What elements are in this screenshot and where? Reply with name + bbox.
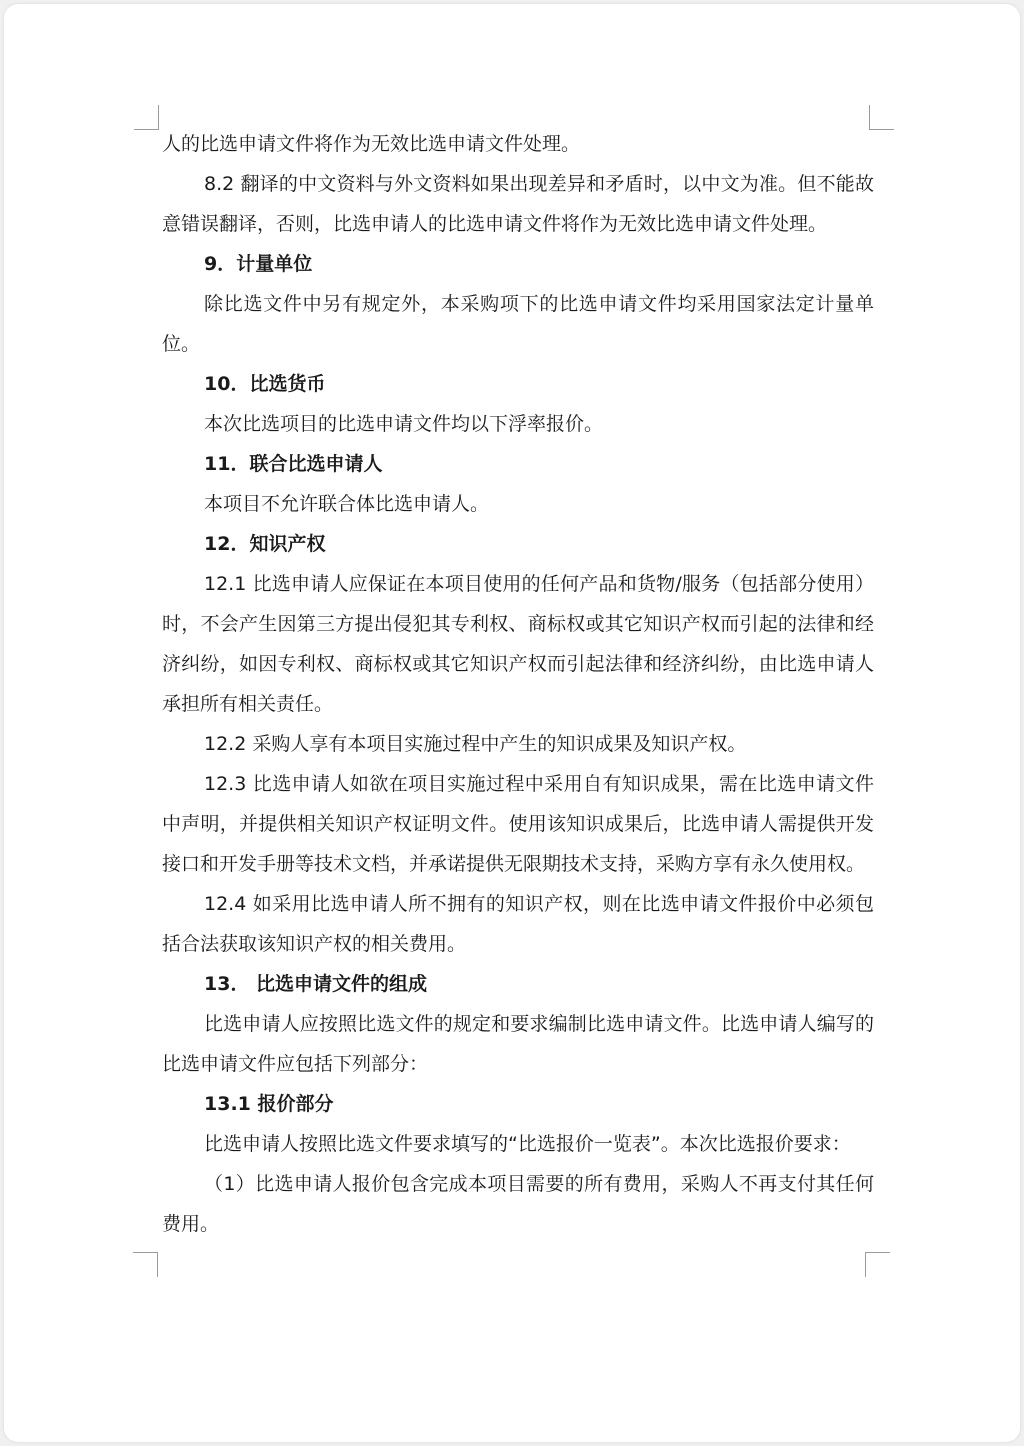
section-heading: 9．计量单位 xyxy=(204,253,313,275)
document-page xyxy=(4,4,1020,1442)
document-body xyxy=(162,124,874,1244)
paragraph: 12.3 比选申请人如欲在项目实施过程中采用自有知识成果，需在比选申请文件中声明，并提供相关知识产权证明文件。使用该知识成果后，比选申请人需提供开发接口和开发手册等技术文档，并承诺提供无限期技术支持，采购方享有永久使用权。 xyxy=(162,773,874,875)
section-heading: 11．联合比选申请人 xyxy=(204,453,383,475)
crop-mark-bottom-left xyxy=(133,1252,158,1277)
section-heading: 10．比选货币 xyxy=(204,373,326,395)
section-heading: 13.1 报价部分 xyxy=(204,1093,334,1115)
crop-mark-bottom-right xyxy=(865,1252,890,1277)
paragraph: 除比选文件中另有规定外，本采购项下的比选申请文件均采用国家法定计量单位。 xyxy=(162,293,874,355)
paragraph: （1）比选申请人报价包含完成本项目需要的所有费用，采购人不再支付其任何费用。 xyxy=(162,1173,874,1235)
section-heading: 12．知识产权 xyxy=(204,533,326,555)
paragraph: 比选申请人按照比选文件要求填写的“比选报价一览表”。本次比选报价要求： xyxy=(204,1133,851,1155)
paragraph: 人的比选申请文件将作为无效比选申请文件处理。 xyxy=(162,133,581,155)
paragraph: 12.4 如采用比选申请人所不拥有的知识产权，则在比选申请文件报价中必须包括合法获取该知识产权的相关费用。 xyxy=(162,893,874,955)
paragraph: 比选申请人应按照比选文件的规定和要求编制比选申请文件。比选申请人编写的比选申请文件应包括下列部分： xyxy=(162,1013,874,1075)
paragraph: 12.2 采购人享有本项目实施过程中产生的知识成果及知识产权。 xyxy=(204,733,747,755)
paragraph: 12.1 比选申请人应保证在本项目使用的任何产品和货物/服务（包括部分使用）时，不会产生因第三方提出侵犯其专利权、商标权或其它知识产权而引起的法律和经济纠纷，如因专利权、商标权或其它知识产权而引起法律和经济纠纷，由比选申请人承担所有相关责任。 xyxy=(162,573,874,715)
paragraph: 8.2 翻译的中文资料与外文资料如果出现差异和矛盾时，以中文为准。但不能故意错误翻译，否则，比选申请人的比选申请文件将作为无效比选申请文件处理。 xyxy=(162,173,874,235)
paragraph: 本次比选项目的比选申请文件均以下浮率报价。 xyxy=(204,413,604,435)
section-heading: 13． 比选申请文件的组成 xyxy=(204,973,428,995)
paragraph: 本项目不允许联合体比选申请人。 xyxy=(204,493,490,515)
crop-mark-top-left xyxy=(134,105,159,130)
